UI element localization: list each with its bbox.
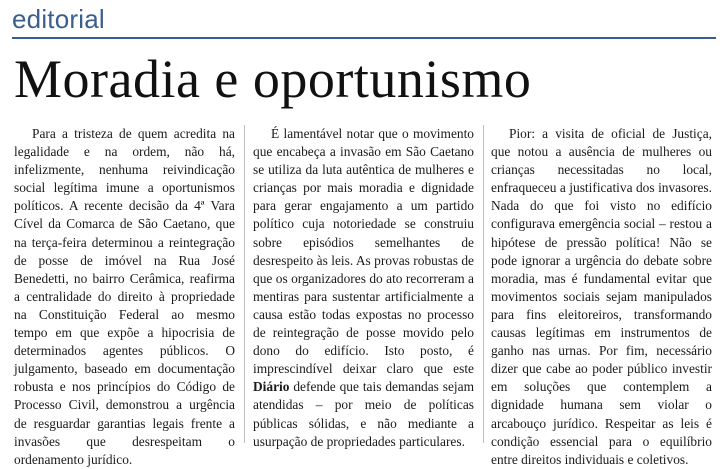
headline: Moradia e oportunismo <box>14 49 532 109</box>
section-label: editorial <box>12 4 105 34</box>
column-divider-1 <box>244 125 245 443</box>
paragraph-2 <box>253 125 474 451</box>
article-column-2 <box>253 125 474 451</box>
article-column-3 <box>491 125 712 469</box>
paragraph-1: Para a tristeza de quem acredita na legalidade e na ordem, não há, infelizmente, nenhuma reivindicação social legítima imune a oportunismos políticos. A recente decisão da 4ª Vara Cível da Comarca de São Caetano, que na terça-feira determinou a reintegração de posse de imóvel na Rua José Benedetti, no bairro Cerâmica, reafirma a centralidade do direito à propriedade na Constituição Federal ao mesmo tempo em que expõe a hipocrisia de determinados agentes públicos. O julgamento, baseado em documentação robusta e nos princípios do Código de Processo Civil, demonstrou a urgência de resguardar garantias legais frente a invasões que desrespeitam o ordenamento jurídico. <box>14 126 235 467</box>
article-column-1 <box>14 125 235 469</box>
section-rule <box>12 37 716 39</box>
paragraph-3: Pior: a visita de oficial de Justiça, que notou a ausência de mulheres ou crianças necessitadas no local, enfraqueceu a justificativa dos invasores. Nada do que foi visto no edifício configurava emergência social – restou a hipótese de pressão política! Não se pode ignorar a urgência do debate sobre moradia, mas é fundamental evitar que movimentos sociais sejam manipulados para fins eleitoreiros, transformando causas legítimas em instrumentos de ganho nas urnas. Por fim, necessário dizer que cabe ao poder público investir em soluções que contemplem a dignidade humana sem violar o arcabouço jurídico. Respeitar as leis é condição essencial para o equilíbrio entre direitos individuais e coletivos. <box>491 126 712 467</box>
column-divider-2 <box>483 125 484 443</box>
paragraph-2-text-b: defende que tais demandas sejam atendidas – por meio de políticas públicas sólidas, e não mediante a usurpação de propriedades particulares. <box>253 379 474 449</box>
newspaper-name: Diário <box>253 379 290 395</box>
paragraph-2-text-a: É lamentável notar que o movimento que encabeça a invasão em São Caetano se utiliza da luta autêntica de mulheres e crianças por mais moradia e dignidade para gerar engajamento a um partido político cuja notoriedade se construiu sobre episódios semelhantes de desrespeito às leis. As provas robustas de que os organizadores do ato recorreram a mentiras para sustentar artificialmente a causa estão todas expostas no processo de reintegração de posse movido pelo dono do edifício. Isto posto, é imprescindível deixar claro que este <box>253 126 474 377</box>
article-body <box>0 125 728 467</box>
